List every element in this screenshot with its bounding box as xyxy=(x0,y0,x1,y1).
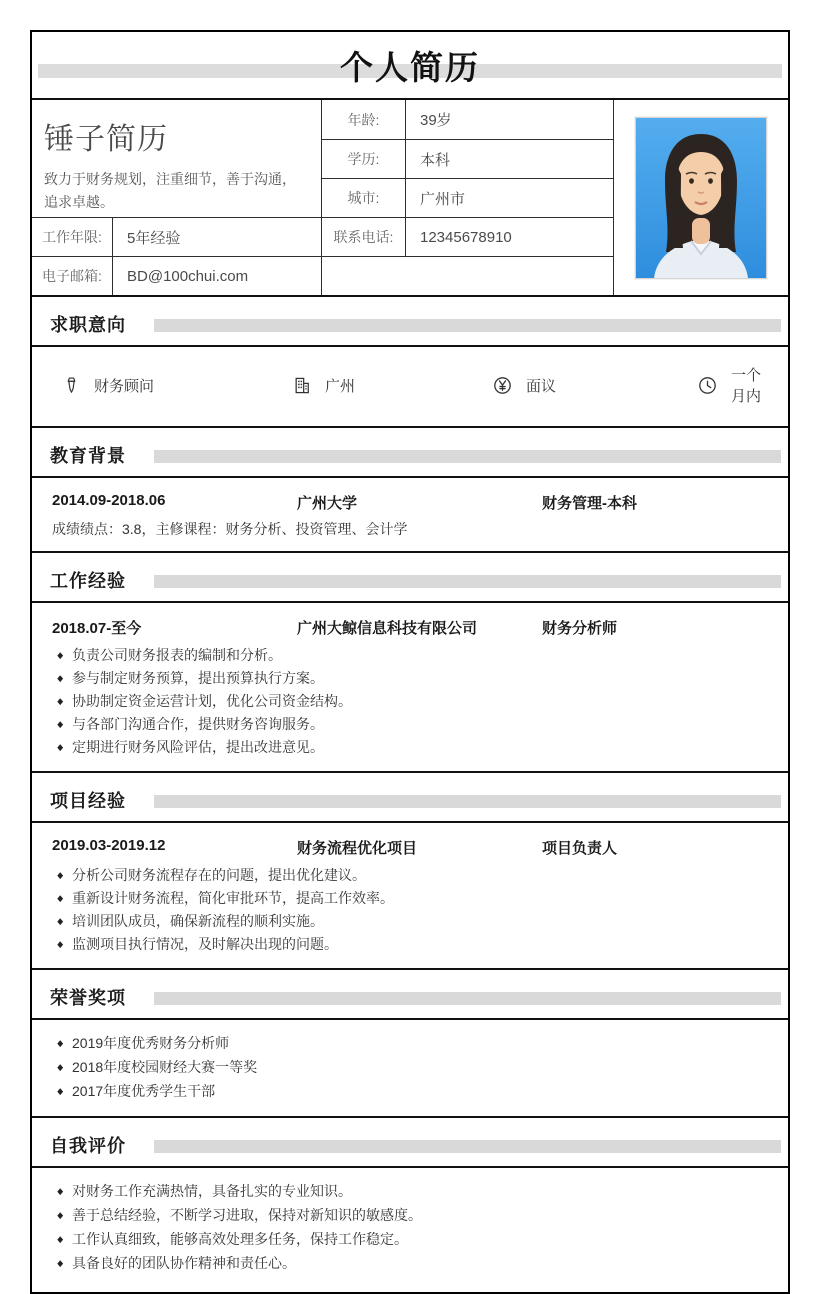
empty-cell xyxy=(322,257,613,295)
field-label-phone: 联系电话: xyxy=(322,218,405,256)
list-item: ◆ 工作认真细致，能够高效处理多任务，保持工作稳定。 xyxy=(52,1228,768,1251)
bullet-diamond-icon: ◆ xyxy=(57,719,64,729)
intent-item-salary xyxy=(492,375,697,396)
field-value-city: 广州市 xyxy=(406,179,613,217)
intent-availability-label: 一个月内 xyxy=(731,367,762,405)
honors-bullet-list xyxy=(52,1032,768,1103)
intent-position-label: 财务顾问 xyxy=(94,377,155,395)
field-value-age: 39岁 xyxy=(406,100,613,139)
bullet-diamond-icon: ◆ xyxy=(57,1062,64,1072)
intent-city-label: 广州 xyxy=(325,377,356,395)
list-item: ◆ 对财务工作充满热情，具备扎实的专业知识。 xyxy=(52,1180,768,1203)
field-value-degree: 本科 xyxy=(406,140,613,178)
work-body xyxy=(32,603,788,773)
education-detail: 成绩绩点：3.8，主修课程：财务分析、投资管理、会计学 xyxy=(52,521,408,537)
building-icon xyxy=(292,375,312,396)
bullet-diamond-icon: ◆ xyxy=(57,1210,64,1220)
field-label-age: 年龄: xyxy=(322,100,405,139)
list-item: ◆ 2017年度优秀学生干部 xyxy=(52,1080,768,1103)
list-item: ◆ 负责公司财务报表的编制和分析。 xyxy=(52,644,768,666)
list-item: ◆ 2018年度校园财经大赛一等奖 xyxy=(52,1056,768,1079)
work-row xyxy=(52,617,768,638)
work-period: 2018.07-至今 xyxy=(52,620,142,637)
page-title: 个人简历 xyxy=(340,48,480,86)
section-header-bar xyxy=(154,992,781,1005)
section-title: 项目经验 xyxy=(50,791,126,811)
intent-item-position xyxy=(62,374,292,397)
section-header-job-intent xyxy=(32,302,788,347)
bullet-diamond-icon: ◆ xyxy=(57,916,64,926)
intent-item-availability xyxy=(697,364,768,406)
job-intent-body xyxy=(32,347,788,428)
self-eval-bullet-list xyxy=(52,1180,768,1275)
section-work xyxy=(32,558,788,773)
bullet-diamond-icon: ◆ xyxy=(57,673,64,683)
bullet-diamond-icon: ◆ xyxy=(57,893,64,903)
section-header-bar xyxy=(154,319,781,332)
bullet-diamond-icon: ◆ xyxy=(57,1038,64,1048)
list-item: ◆ 2019年度优秀财务分析师 xyxy=(52,1032,768,1055)
field-value-experience: 5年经验 xyxy=(113,218,321,256)
bullet-diamond-icon: ◆ xyxy=(57,1234,64,1244)
project-body xyxy=(32,823,788,970)
list-item: ◆ 善于总结经验，不断学习进取，保持对新知识的敏感度。 xyxy=(52,1204,768,1227)
bullet-diamond-icon: ◆ xyxy=(57,1186,64,1196)
education-period: 2014.09-2018.06 xyxy=(52,492,166,509)
id-photo-illustration xyxy=(636,118,766,278)
section-title: 教育背景 xyxy=(50,446,126,466)
profile-name: 锤子简历 xyxy=(44,123,168,156)
clock-icon xyxy=(697,375,718,396)
profile-cell xyxy=(32,100,321,217)
list-item: ◆ 定期进行财务风险评估，提出改进意见。 xyxy=(52,736,768,758)
project-row xyxy=(52,837,768,858)
project-role: 项目负责人 xyxy=(542,840,618,857)
field-label-degree: 学历: xyxy=(322,140,405,178)
section-title: 工作经验 xyxy=(50,571,126,591)
work-company: 广州大鲸信息科技有限公司 xyxy=(297,620,478,637)
list-item: ◆ 参与制定财务预算，提出预算执行方案。 xyxy=(52,667,768,689)
intent-salary-label: 面议 xyxy=(526,377,557,395)
bullet-diamond-icon: ◆ xyxy=(57,1086,64,1096)
section-honors xyxy=(32,975,788,1118)
education-school: 广州大学 xyxy=(297,495,358,512)
section-header-self-eval xyxy=(32,1123,788,1168)
field-value-phone: 12345678910 xyxy=(406,218,613,256)
field-label-experience: 工作年限: xyxy=(32,218,112,256)
field-label-city: 城市: xyxy=(322,179,405,217)
list-item: ◆ 监测项目执行情况，及时解决出现的问题。 xyxy=(52,933,768,955)
project-bullet-list xyxy=(52,864,768,955)
bullet-diamond-icon: ◆ xyxy=(57,939,64,949)
self-eval-body xyxy=(32,1168,788,1292)
education-degree: 财务管理-本科 xyxy=(542,495,637,512)
section-header-work xyxy=(32,558,788,603)
section-header-bar xyxy=(154,450,781,463)
education-row xyxy=(52,492,768,513)
section-header-bar xyxy=(154,575,781,588)
list-item: ◆ 协助制定资金运营计划，优化公司资金结构。 xyxy=(52,690,768,712)
section-self-eval xyxy=(32,1123,788,1292)
bullet-diamond-icon: ◆ xyxy=(57,870,64,880)
bullet-diamond-icon: ◆ xyxy=(57,742,64,752)
intent-row xyxy=(52,357,768,414)
tie-icon xyxy=(62,374,81,397)
field-label-email: 电子邮箱: xyxy=(32,257,112,295)
work-role: 财务分析师 xyxy=(542,620,618,637)
bullet-diamond-icon: ◆ xyxy=(57,696,64,706)
personal-info-table xyxy=(32,100,788,297)
resume-page xyxy=(30,30,790,1294)
section-education xyxy=(32,433,788,553)
section-job-intent xyxy=(32,302,788,428)
photo-cell xyxy=(614,100,788,295)
honors-body xyxy=(32,1020,788,1118)
list-item: ◆ 分析公司财务流程存在的问题，提出优化建议。 xyxy=(52,864,768,886)
project-period: 2019.03-2019.12 xyxy=(52,837,166,854)
section-header-education xyxy=(32,433,788,478)
list-item: ◆ 具备良好的团队协作精神和责任心。 xyxy=(52,1252,768,1275)
resume-header xyxy=(32,32,788,100)
education-body xyxy=(32,478,788,553)
bullet-diamond-icon: ◆ xyxy=(57,1258,64,1268)
list-item: ◆ 培训团队成员，确保新流程的顺利实施。 xyxy=(52,910,768,932)
profile-summary: 致力于财务规划，注重细节，善于沟通，追求卓越。 xyxy=(44,171,296,210)
work-bullet-list xyxy=(52,644,768,758)
salary-icon xyxy=(492,375,513,396)
project-name: 财务流程优化项目 xyxy=(297,840,418,857)
section-header-honors xyxy=(32,975,788,1020)
bullet-diamond-icon: ◆ xyxy=(57,650,64,660)
section-project xyxy=(32,778,788,970)
list-item: ◆ 重新设计财务流程，简化审批环节，提高工作效率。 xyxy=(52,887,768,909)
section-title: 自我评价 xyxy=(50,1136,126,1156)
id-photo xyxy=(635,117,767,279)
field-value-email: BD@100chui.com xyxy=(113,257,321,295)
section-title: 荣誉奖项 xyxy=(50,988,126,1008)
section-header-bar xyxy=(154,795,781,808)
section-title: 求职意向 xyxy=(50,315,126,335)
list-item: ◆ 与各部门沟通合作，提供财务咨询服务。 xyxy=(52,713,768,735)
section-header-project xyxy=(32,778,788,823)
intent-item-city xyxy=(292,375,492,396)
section-header-bar xyxy=(154,1140,781,1153)
